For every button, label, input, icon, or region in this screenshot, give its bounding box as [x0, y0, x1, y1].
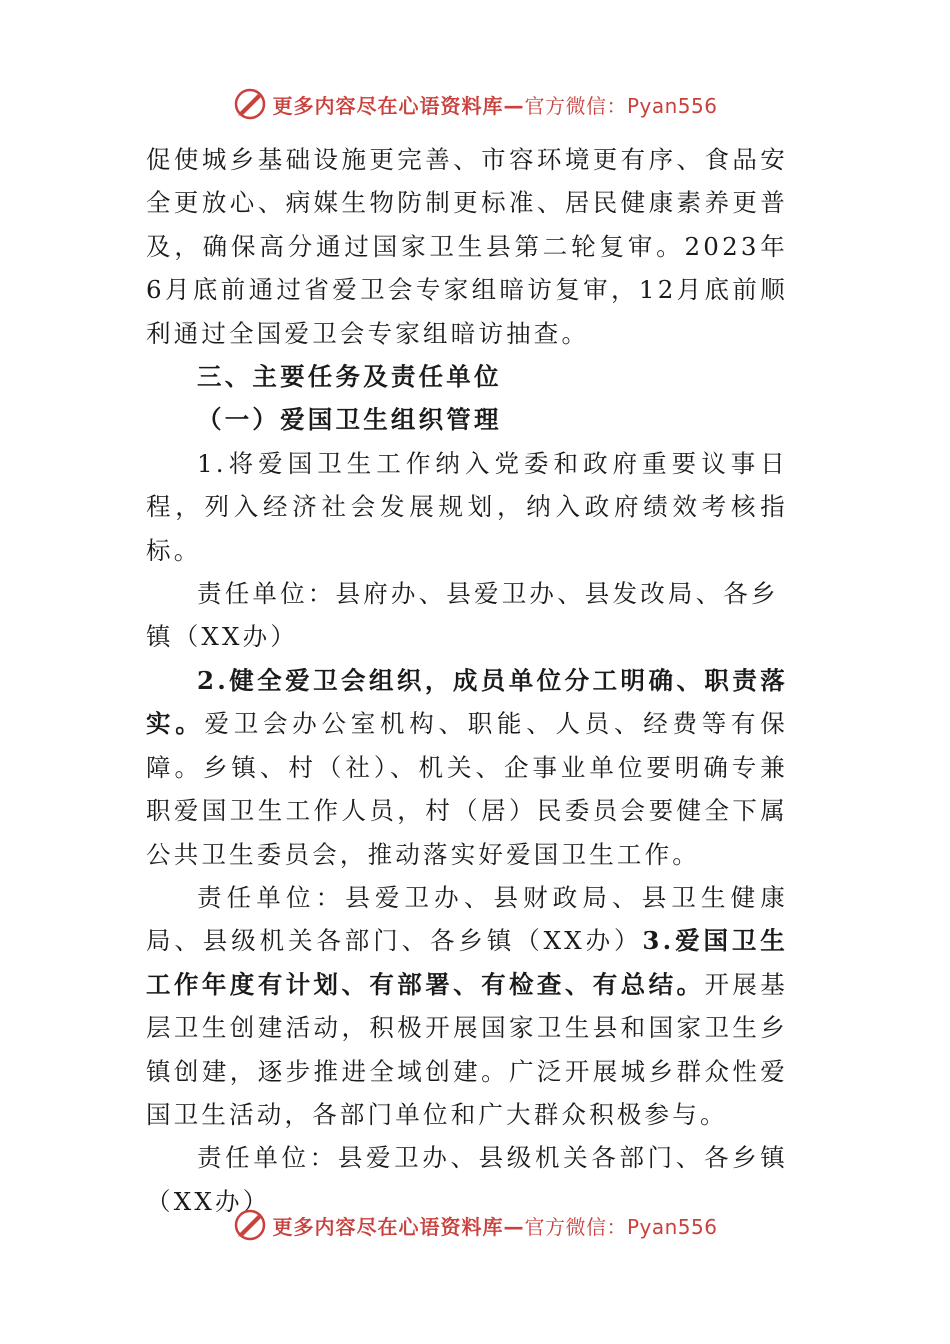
section-heading: 三、主要任务及责任单位	[197, 362, 502, 392]
responsible-units-2: 责任单位：县爱卫办、县财政局、县卫生健康局、县级机关各部门、各乡镇（XX办）	[146, 882, 788, 956]
paragraph-intro: 促使城乡基础设施更完善、市容环境更有序、食品安全更放心、病媒生物防制更标准、居民健康素养更普及，确保高分通过国家卫生县第二轮复审。2023年6月底前通过省爱卫会专家组暗访复审，12月底前顺利通过全国爱卫会专家组暗访抽查。	[146, 145, 788, 348]
item-3-text: 开展基层卫生创建活动，积极开展国家卫生县和国家卫生乡镇创建，逐步推进全域创建。广泛开展城乡群众性爱国卫生活动，各部门单位和广大群众积极参与。	[146, 969, 788, 1129]
subsection-heading: （一）爱国卫生组织管理	[197, 405, 502, 435]
watermark-text: 更多内容尽在心语资料库—官方微信：Pyan556	[272, 93, 718, 118]
pen-logo-icon	[232, 1207, 268, 1243]
responsible-units-1: 责任单位：县府办、县爱卫办、县发改局、各乡镇（XX办）	[146, 579, 779, 652]
footer-watermark-banner	[0, 1205, 950, 1245]
pen-logo-icon	[232, 86, 268, 122]
item-2-title: 2.健全爱卫会组织，成员单位分工明确、职责落实。	[146, 665, 788, 739]
responsible-units-3: 责任单位：县爱卫办、县级机关各部门、各乡镇（XX办）	[146, 1143, 788, 1216]
item-1: 1.将爱国卫生工作纳入党委和政府重要议事日程，列入经济社会发展规划，纳入政府绩效考核指标。	[146, 448, 788, 565]
watermark-text: 更多内容尽在心语资料库—官方微信：Pyan556	[272, 1214, 718, 1239]
item-3-title: 3.爱国卫生工作年度有计划、有部署、有检查、有总结。	[146, 926, 789, 999]
header-watermark-banner	[0, 84, 950, 124]
item-2-text: 爱卫会办公室机构、职能、人员、经费等有保障。乡镇、村（社）、机关、企事业单位要明确专兼职爱国卫生工作人员，村（居）民委员会要健全下属公共卫生委员会，推动落实好爱国卫生工作。	[146, 709, 789, 869]
item-2	[146, 659, 788, 876]
document-body	[146, 138, 788, 1223]
item-3	[146, 876, 788, 1136]
